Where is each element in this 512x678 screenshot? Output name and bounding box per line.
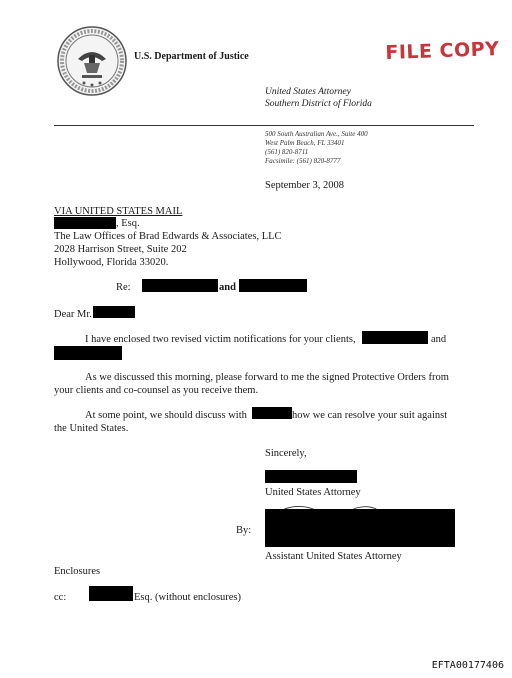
redaction-signature-block	[265, 509, 455, 547]
us-attorney-title: United States Attorney	[265, 487, 361, 498]
doj-seal	[56, 25, 128, 97]
redaction-us-attorney-name	[265, 470, 357, 483]
phone-number: (561) 820-8711	[265, 148, 309, 156]
paragraph-3-line-1-end: how we can resolve your suit against	[292, 410, 448, 421]
cc-text: Esq. (without enclosures)	[134, 592, 242, 603]
document-id: EFTA00177406	[431, 660, 504, 671]
office-line-2: Southern District of Florida	[265, 99, 372, 109]
fax-number: Facsimile: (561) 820-8777	[265, 157, 341, 165]
redaction-cc-name	[89, 586, 133, 601]
file-copy-stamp: FILE COPY	[385, 38, 500, 64]
redaction-re-1	[142, 279, 218, 292]
office-line-1: United States Attorney	[265, 87, 351, 97]
redaction-client-2	[54, 346, 122, 360]
by-label: By:	[236, 525, 252, 536]
re-label: Re:	[116, 282, 131, 293]
header-rule	[54, 125, 474, 126]
paragraph-1-line-1: I have enclosed two revised victim notifications for your clients,	[85, 334, 356, 345]
paragraph-3-line-2: the United States.	[54, 423, 129, 434]
redaction-addressee-name	[54, 217, 116, 229]
ausa-title: Assistant United States Attorney	[265, 551, 402, 562]
paragraph-2-line-2: your clients and co-counsel as you receive them.	[54, 385, 259, 396]
esq-suffix: , Esq.	[116, 218, 140, 229]
paragraph-1-and: and	[431, 334, 447, 345]
address-line-2: West Palm Beach, FL 33401	[265, 139, 345, 147]
letter-date: September 3, 2008	[265, 180, 345, 191]
redaction-client-1	[362, 331, 428, 344]
redaction-re-2	[239, 279, 307, 292]
redaction-salutation	[93, 306, 135, 318]
department-name: U.S. Department of Justice	[134, 51, 249, 62]
re-and: and	[219, 282, 236, 293]
paragraph-2-line-1: As we discussed this morning, please forward to me the signed Protective Orders from	[85, 372, 449, 383]
city-address: Hollywood, Florida 33020.	[54, 257, 169, 268]
salutation: Dear Mr.	[54, 309, 92, 320]
street-address: 2028 Harrison Street, Suite 202	[54, 244, 187, 255]
enclosures-label: Enclosures	[54, 566, 101, 577]
redaction-paragraph-3	[252, 407, 292, 419]
via-mail-line: VIA UNITED STATES MAIL	[54, 206, 183, 217]
paragraph-3-line-1-start: At some point, we should discuss with	[85, 410, 247, 421]
firm-name: The Law Offices of Brad Edwards & Associates, LLC	[54, 231, 282, 242]
closing-sincerely: Sincerely,	[265, 448, 307, 459]
cc-label: cc:	[54, 592, 67, 603]
address-line-1: 500 South Australian Ave., Suite 400	[265, 130, 368, 138]
